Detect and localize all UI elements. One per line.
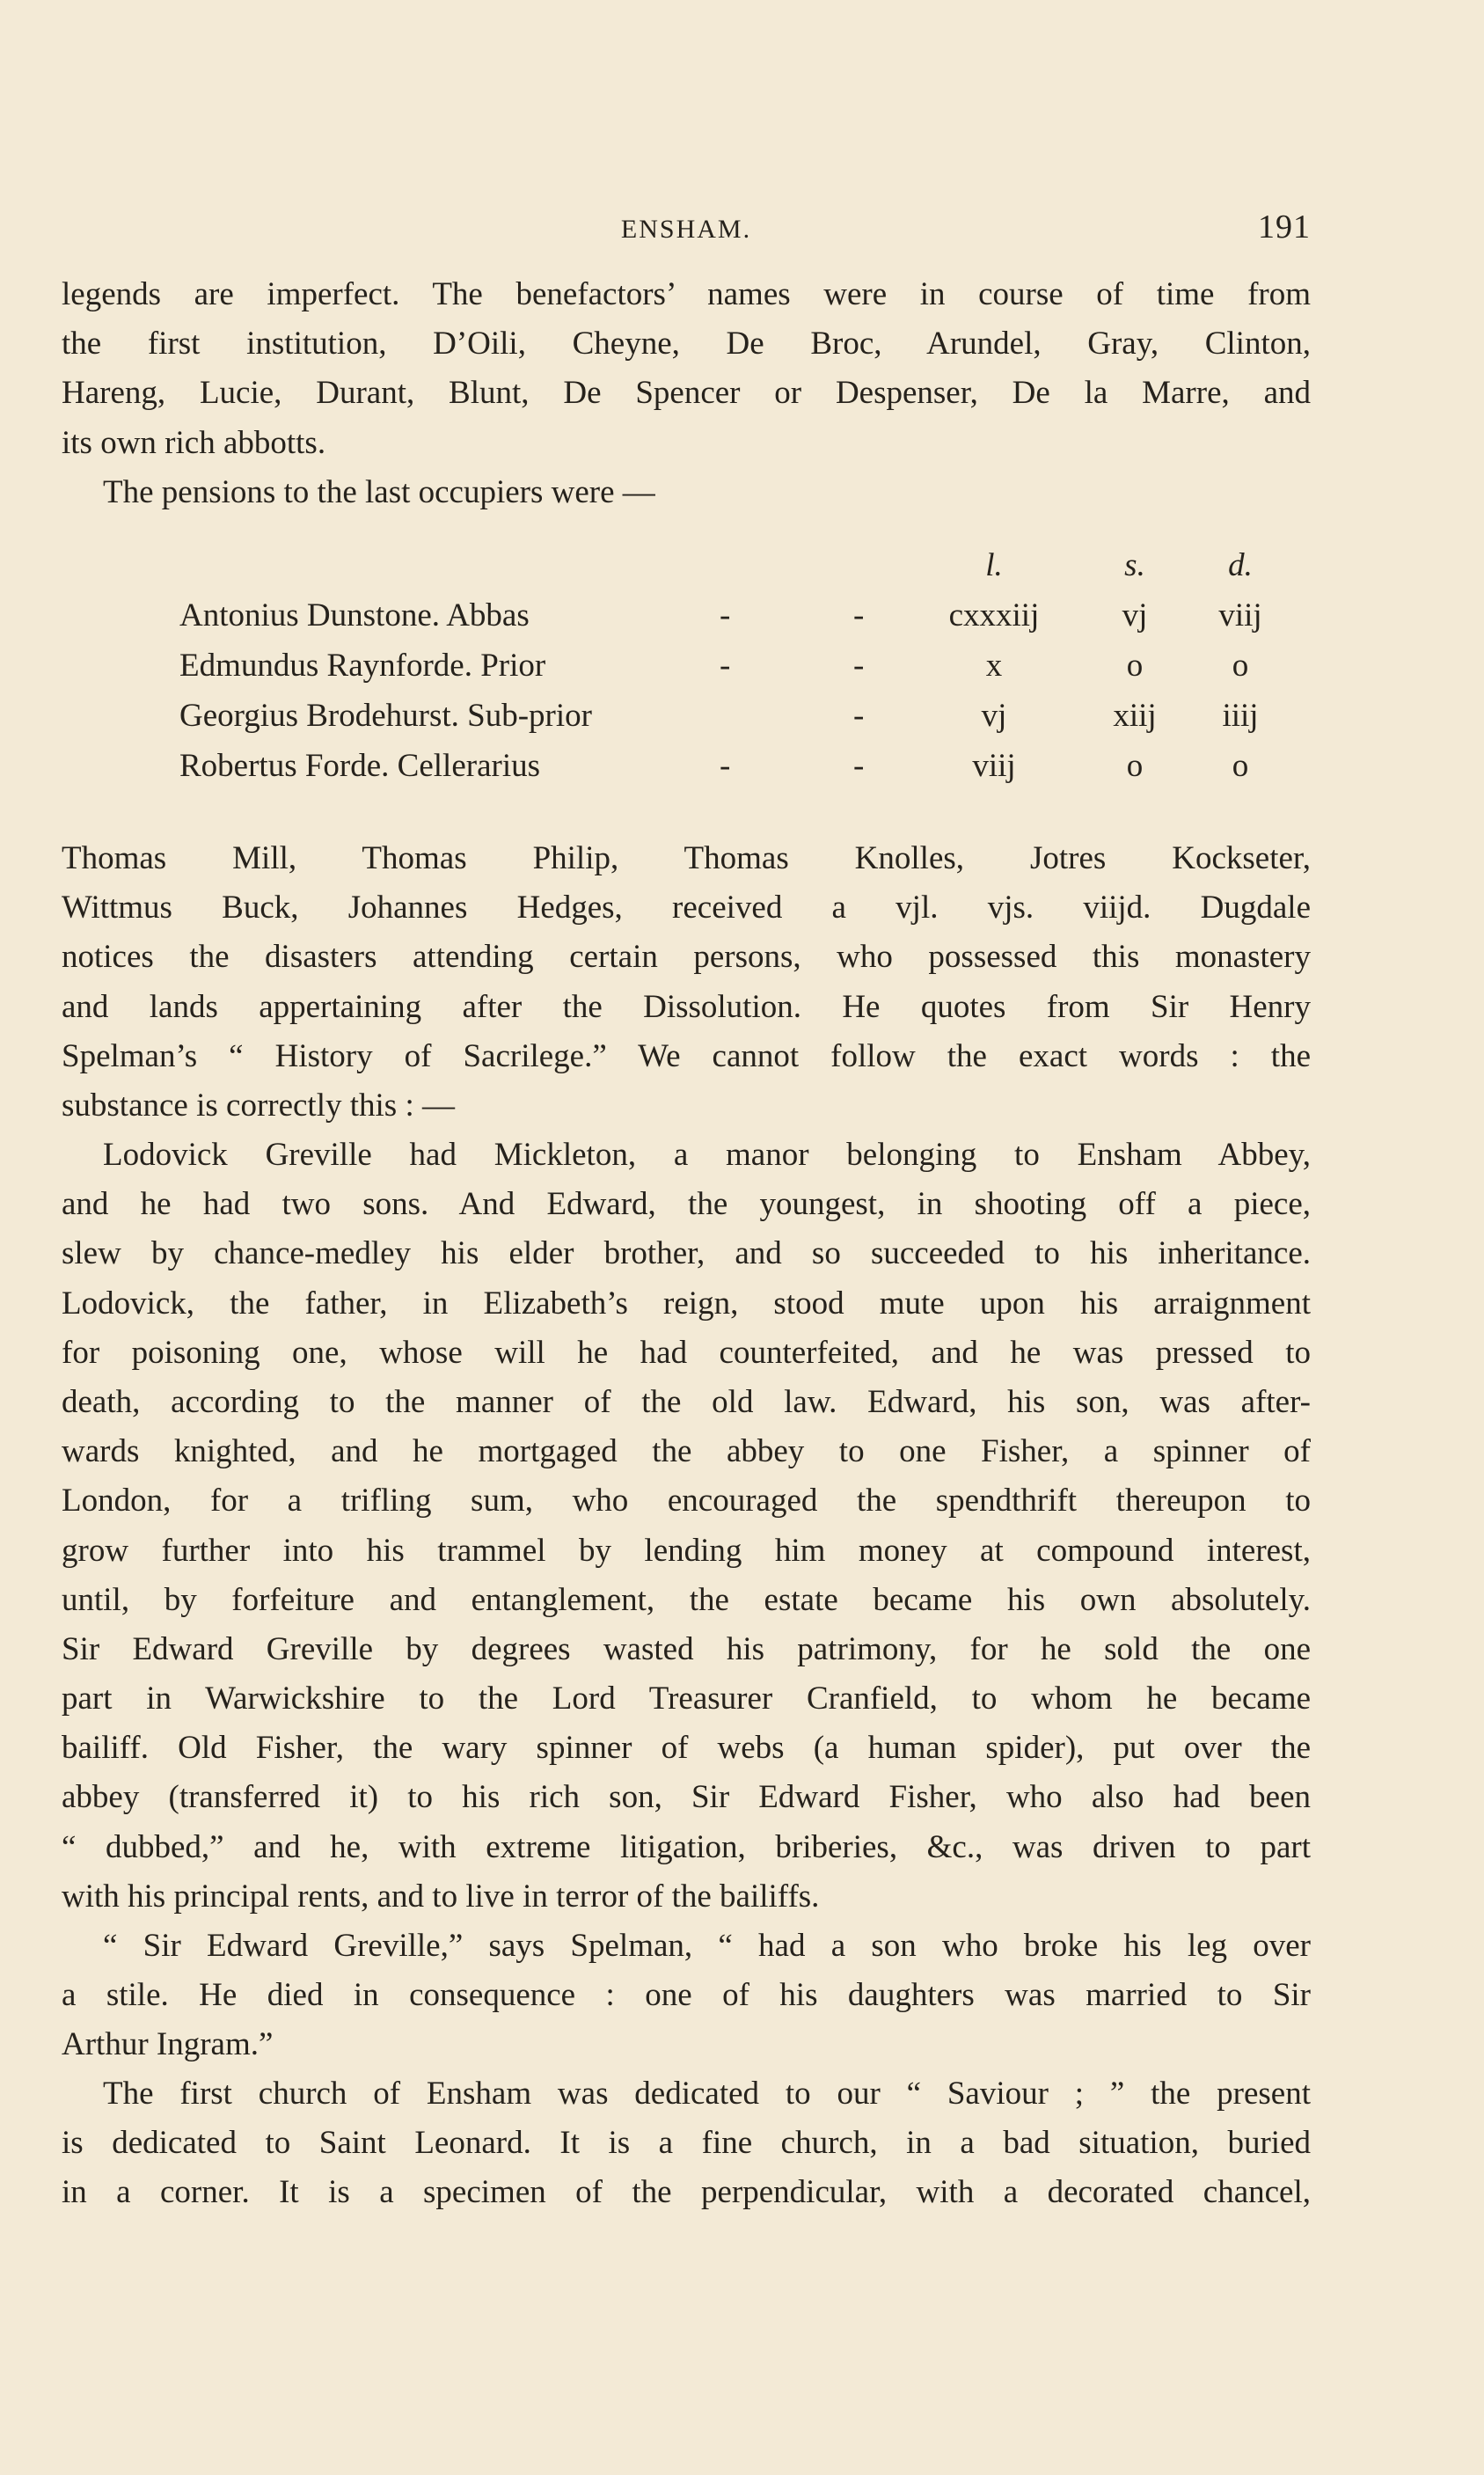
text-line: Sir Edward Greville by degrees wasted his patrimony, for he sold the one: [62, 1630, 1311, 1667]
pounds-value: x: [985, 648, 1003, 684]
text-line: and he had two sons. And Edward, the youngest, in shooting off a piece,: [62, 1186, 1311, 1223]
text-line: The first church of Ensham was dedicated to our “ Saviour ; ” the present: [103, 2076, 1311, 2112]
pensioner-name: Robertus Forde. Cellerarius: [179, 748, 540, 784]
text-line: a stile. He died in consequence : one of his daughters was married to Sir: [62, 1977, 1311, 2014]
text-line: for poisoning one, whose will he had counterfeited, and he was pressed to: [62, 1334, 1311, 1371]
shillings-value: o: [1126, 648, 1144, 684]
paragraph-benefactors: [62, 270, 1311, 517]
page-number: 191: [1258, 209, 1311, 245]
pence-header: d.: [1228, 547, 1253, 583]
pensioner-name: Antonius Dunstone. Abbas: [179, 597, 530, 633]
text-line: is dedicated to Saint Leonard. It is a fine church, in a bad situation, buried: [62, 2125, 1311, 2162]
text-line: Lodovick Greville had Mickleton, a manor belonging to Ensham Abbey,: [103, 1137, 1311, 1173]
text-line: Lodovick, the father, in Elizabeth’s reign, stood mute upon his arraignment: [62, 1285, 1311, 1322]
leader-dash: -: [720, 748, 731, 784]
text-line: Spelman’s “ History of Sacrilege.” We cannot follow the exact words : the: [62, 1037, 1311, 1074]
text-line: Thomas Mill, Thomas Philip, Thomas Knolles, Jotres Kockseter,: [62, 840, 1311, 876]
paragraph-church: [62, 2069, 1311, 2218]
text-line: with his principal rents, and to live in terror of the bailiffs.: [62, 1878, 820, 1915]
leader-dash: -: [853, 748, 865, 784]
leader-dash: -: [853, 648, 865, 684]
text-line: part in Warwickshire to the Lord Treasurer Cranfield, to whom he became: [62, 1681, 1311, 1717]
pounds-value: viij: [972, 748, 1016, 784]
leader-dash: -: [853, 597, 865, 633]
text-line: Hareng, Lucie, Durant, Blunt, De Spencer or Despenser, De la Marre, and: [62, 375, 1311, 412]
table-row: [62, 691, 1311, 741]
text-line: wards knighted, and he mortgaged the abbey to one Fisher, a spinner of: [62, 1433, 1311, 1470]
text-line: the first institution, D’Oili, Cheyne, De Broc, Arundel, Gray, Clinton,: [62, 326, 1311, 362]
text-line: London, for a trifling sum, who encouraged the spendthrift thereupon to: [62, 1483, 1311, 1519]
running-head: [62, 208, 1311, 252]
shillings-header: s.: [1124, 547, 1145, 583]
text-line: “ Sir Edward Greville,” says Spelman, “ had a son who broke his leg over: [103, 1928, 1311, 1964]
pence-value: o: [1232, 648, 1249, 684]
text-line: until, by forfeiture and entanglement, the estate became his own absolutely.: [62, 1581, 1311, 1618]
leader-dash: -: [720, 597, 731, 633]
leader-dash: -: [720, 648, 731, 684]
leader-dash: -: [853, 698, 865, 734]
pensioner-name: Edmundus Raynforde. Prior: [179, 648, 546, 684]
pence-value: o: [1232, 748, 1249, 784]
pensions-table: [62, 540, 1311, 791]
pence-value: viij: [1218, 597, 1262, 633]
table-row: [62, 641, 1311, 691]
text-line: notices the disasters attending certain persons, who possessed this monastery: [62, 939, 1311, 976]
pounds-value: cxxxiij: [948, 597, 1040, 633]
paragraph-greville: [62, 1131, 1311, 1922]
pensions-intro: The pensions to the last occupiers were —: [103, 473, 655, 510]
text-line: and lands appertaining after the Dissolution. He quotes from Sir Henry: [62, 988, 1311, 1025]
pounds-header: l.: [985, 547, 1003, 583]
paragraph-spelman-quote: [62, 1922, 1311, 2070]
shillings-value: xiij: [1113, 698, 1157, 734]
running-head-title: ENSHAM.: [620, 215, 752, 244]
paragraph-recipients: [62, 834, 1311, 1131]
text-line: substance is correctly this : —: [62, 1087, 455, 1124]
text-line: Wittmus Buck, Johannes Hedges, received a vjl. vjs. viijd. Dugdale: [62, 890, 1311, 926]
pounds-value: vj: [981, 698, 1007, 734]
text-line: “ dubbed,” and he, with extreme litigation, briberies, &c., was driven to part: [62, 1828, 1311, 1865]
text-line: bailiff. Old Fisher, the wary spinner of webs (a human spider), put over the: [62, 1730, 1311, 1767]
pensions-header-row: [62, 540, 1311, 590]
shillings-value: vj: [1122, 597, 1148, 633]
text-line: Arthur Ingram.”: [62, 2026, 274, 2063]
table-row: [62, 590, 1311, 641]
shillings-value: o: [1126, 748, 1144, 784]
table-row: [62, 741, 1311, 791]
text-line: death, according to the manner of the old law. Edward, his son, was after-: [62, 1383, 1311, 1420]
pence-value: iiij: [1222, 698, 1259, 734]
pensioner-name: Georgius Brodehurst. Sub-prior: [179, 698, 592, 734]
text-line: in a corner. It is a specimen of the perpendicular, with a decorated chancel,: [62, 2174, 1311, 2211]
text-line: its own rich abbotts.: [62, 424, 326, 461]
text-line: abbey (transferred it) to his rich son, Sir Edward Fisher, who also had been: [62, 1779, 1311, 1816]
text-line: legends are imperfect. The benefactors’ names were in course of time from: [62, 276, 1311, 312]
text-line: slew by chance-medley his elder brother, and so succeeded to his inheritance.: [62, 1235, 1311, 1272]
text-line: grow further into his trammel by lending him money at compound interest,: [62, 1532, 1311, 1569]
